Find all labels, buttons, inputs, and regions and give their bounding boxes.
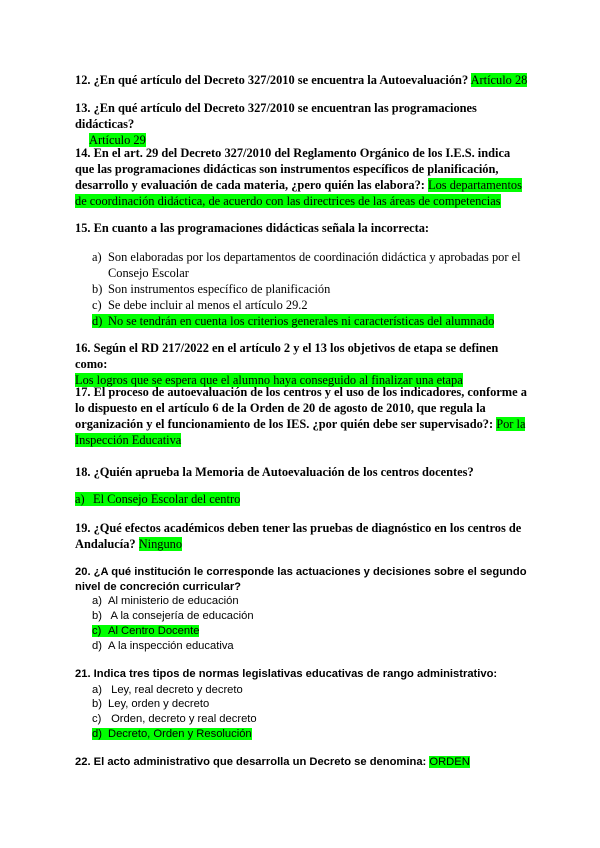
question-20-option-d [92, 639, 532, 654]
option-label: c) [92, 713, 102, 725]
question-21-option-c [92, 712, 532, 727]
question-21-text: 21. Indica tres tipos de normas legislativas educativas de rango administrativo: [75, 668, 498, 680]
question-15 [75, 220, 530, 236]
question-13 [75, 100, 530, 148]
question-16-answer: Los logros que se espera que el alumno haya conseguido al finalizar una etapa [75, 373, 463, 387]
option-label: c) [92, 298, 102, 312]
option-text: A la consejería de educación [108, 610, 254, 622]
question-12 [75, 72, 530, 88]
option-label: c) [92, 625, 102, 637]
question-20-option-b [92, 609, 532, 624]
question-22-text: 22. El acto administrativo que desarrolla un Decreto se denomina: [75, 756, 427, 768]
option-label: d) [92, 640, 102, 652]
question-14-answer: Los departamentos de coordinación didáctica, de acuerdo con las directrices de las áreas de competencias [75, 178, 522, 208]
question-20 [75, 565, 530, 595]
option-label: b) [92, 610, 102, 622]
option-text: A la inspección educativa [108, 640, 234, 652]
question-20-option-c [92, 624, 532, 639]
option-text: Al ministerio de educación [108, 595, 239, 607]
question-18-answer-row [75, 491, 530, 507]
question-18 [75, 464, 530, 480]
question-21-option-b [92, 697, 532, 712]
question-18-text: 18. ¿Quién aprueba la Memoria de Autoevaluación de los centros docentes? [75, 465, 474, 479]
option-text: Son instrumentos específico de planificación [108, 282, 331, 296]
option-text: No se tendrán en cuenta los criterios generales ni características del alumnado [108, 314, 495, 328]
option-label: a) [92, 595, 102, 607]
question-17-answer: Por la Inspección Educativa [75, 417, 526, 447]
question-14 [75, 145, 530, 209]
question-19-answer: Ninguno [138, 537, 183, 551]
option-label: b) [92, 698, 102, 710]
option-label: a) [75, 492, 85, 506]
option-text-continued: Consejo Escolar [108, 266, 189, 280]
question-21-option-d [92, 727, 532, 742]
question-16-text: 16. Según el RD 217/2022 en el artículo 2 y el 13 los objetivos de etapa se definen como: [75, 341, 499, 371]
question-17 [75, 384, 530, 448]
question-22-answer: ORDEN [429, 756, 470, 768]
question-15-option-c [92, 297, 532, 313]
option-label: a) [92, 684, 102, 696]
option-text: Decreto, Orden y Resolución [108, 728, 252, 740]
option-label: d) [92, 728, 102, 740]
option-label: d) [92, 314, 103, 328]
option-label: a) [92, 250, 102, 264]
question-21 [75, 667, 530, 682]
question-21-option-a [92, 683, 532, 698]
question-20-option-a [92, 594, 532, 609]
question-15-option-d [92, 313, 532, 329]
question-13-answer: Artículo 29 [89, 133, 146, 147]
question-20-text: 20. ¿A qué institución le corresponde las actuaciones y decisiones sobre el segundo nivel de concreción curricular? [75, 566, 527, 593]
question-16 [75, 340, 530, 388]
question-12-answer: Artículo 28 [470, 73, 528, 87]
question-14-text: 14. En el art. 29 del Decreto 327/2010 del Reglamento Orgánico de los I.E.S. indica que las programaciones didácticas son instrumentos específicos de planificación, desarrollo y evaluación de cada materia, ¿pero quién las elabora?: [75, 146, 511, 192]
question-19-text: 19. ¿Qué efectos académicos deben tener las pruebas de diagnóstico en los centros de Andalucía? [75, 521, 522, 551]
question-19 [75, 520, 530, 552]
question-15-text: 15. En cuanto a las programaciones didácticas señala la incorrecta: [75, 221, 430, 235]
option-text: Ley, real decreto y decreto [108, 684, 243, 696]
option-text: Al Centro Docente [108, 625, 200, 637]
question-12-text: 12. ¿En qué artículo del Decreto 327/2010 se encuentra la Autoevaluación? [75, 73, 469, 87]
question-15-option-b [92, 281, 532, 297]
question-18-answer: El Consejo Escolar del centro [93, 492, 241, 506]
question-22 [75, 755, 530, 770]
option-text: Orden, decreto y real decreto [108, 713, 257, 725]
option-label: b) [92, 282, 103, 296]
question-17-text: 17. El proceso de autoevaluación de los centros y el uso de los indicadores, conforme a lo dispuesto en el artículo 6 de la Orden de 20 de agosto de 2010, que regula la organización y el funcionamiento de los IES. ¿por quién debe ser supervisado?: [75, 385, 527, 431]
question-13-text: 13. ¿En qué artículo del Decreto 327/2010 se encuentran las programaciones didácticas? [75, 101, 477, 131]
question-15-option-a [92, 249, 532, 281]
option-text: Ley, orden y decreto [108, 698, 210, 710]
option-text: Son elaboradas por los departamentos de coordinación didáctica y aprobadas por el [108, 250, 521, 264]
option-text: Se debe incluir al menos el artículo 29.2 [108, 298, 308, 312]
